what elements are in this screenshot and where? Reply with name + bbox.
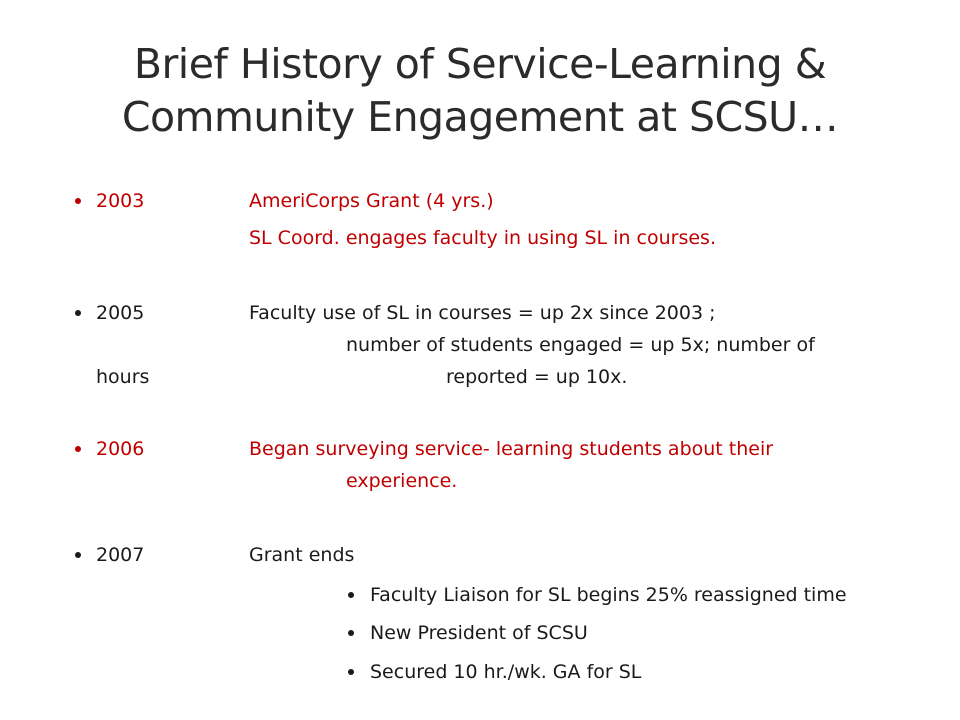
entry-2003-line-1: AmeriCorps Grant (4 yrs.): [249, 190, 494, 212]
entry-2005-line-2: number of students engaged = up 5x; number of: [346, 334, 815, 356]
slide-title-line-2: Community Engagement at SCSU…: [121, 93, 839, 141]
entry-2005-line-1: Faculty use of SL in courses = up 2x since 2003 ;: [249, 302, 716, 324]
sub-bullet-3: [348, 669, 354, 675]
entry-2005-line-3: hours: [96, 366, 150, 388]
entry-2007-subitem-2: New President of SCSU: [370, 622, 588, 644]
sub-bullet-1: [348, 592, 354, 598]
entry-2007-subitem-1: Faculty Liaison for SL begins 25% reassigned time: [370, 584, 847, 606]
year-2005: 2005: [96, 302, 145, 324]
sub-bullet-2: [348, 630, 354, 636]
bullet-2003: [75, 198, 81, 204]
entry-2007-line-1: Grant ends: [249, 544, 355, 566]
bullet-2006: [75, 446, 81, 452]
entry-2005-line-4: reported = up 10x.: [446, 366, 628, 388]
bullet-2007: [75, 552, 81, 558]
entry-2006-line-1: Began surveying service- learning students about their: [249, 438, 774, 460]
slide-title: [0, 38, 960, 144]
slide-title-line-1: Brief History of Service-Learning &: [133, 40, 827, 88]
entry-2007-subitem-3: Secured 10 hr./wk. GA for SL: [370, 661, 642, 683]
year-2003: 2003: [96, 190, 145, 212]
bullet-2005: [75, 310, 81, 316]
entry-2006-line-2: experience.: [346, 470, 458, 492]
entry-2003-line-2: SL Coord. engages faculty in using SL in courses.: [249, 227, 716, 249]
year-2006: 2006: [96, 438, 145, 460]
year-2007: 2007: [96, 544, 145, 566]
